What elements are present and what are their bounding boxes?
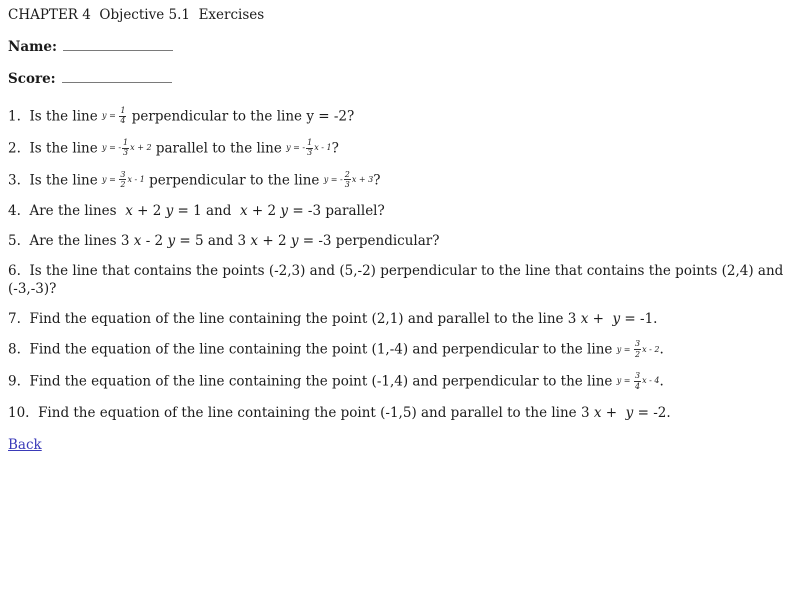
- question-3: [8, 171, 790, 190]
- question-text: +: [601, 404, 626, 421]
- math-formula: [324, 171, 374, 190]
- fraction: [119, 107, 126, 126]
- variable-text: x: [133, 233, 142, 250]
- name-field-row: [8, 38, 790, 54]
- fraction: [122, 139, 129, 158]
- question-text: - 2: [141, 233, 168, 250]
- fraction-numerator: 3: [635, 339, 641, 349]
- fraction-denominator: 3: [307, 148, 313, 158]
- math-lhs: y = -: [286, 142, 306, 152]
- variable-text: y: [165, 203, 174, 220]
- question-text: Is the line that contains the points (-2,3) and (5,-2) perpendicular to the line that contains the points (2,4) and (-3,-3)?: [8, 263, 788, 298]
- variable-text: y: [612, 311, 621, 328]
- math-rhs: x - 1: [127, 174, 145, 184]
- math-lhs: y =: [102, 111, 119, 121]
- question-text: = 5 and 3: [175, 233, 251, 250]
- question-9: [8, 372, 790, 391]
- question-text: Is the line: [29, 172, 103, 189]
- variable-text: y: [167, 233, 176, 250]
- question-text: Are the lines: [29, 203, 126, 220]
- fraction-numerator: 3: [635, 371, 641, 381]
- score-blank-line: [62, 70, 172, 83]
- question-number: 1.: [8, 108, 30, 125]
- question-number: 10.: [8, 404, 39, 421]
- page-title: CHAPTER 4 Objective 5.1 Exercises: [8, 7, 265, 23]
- fraction-denominator: 2: [120, 179, 126, 189]
- math-rhs: x - 2: [642, 344, 660, 354]
- fraction-numerator: 3: [120, 169, 126, 179]
- fraction-denominator: 4: [635, 381, 641, 391]
- fraction-denominator: 2: [635, 349, 641, 359]
- question-text: .: [659, 342, 664, 359]
- math-lhs: y = -: [323, 174, 343, 184]
- question-1: [8, 107, 790, 126]
- question-number: 7.: [8, 311, 30, 328]
- name-blank-line: [63, 38, 173, 51]
- question-number: 6.: [8, 263, 30, 280]
- question-list: [8, 107, 790, 422]
- fraction-numerator: 1: [307, 137, 313, 147]
- fraction: [634, 340, 641, 359]
- question-text: = -3 perpendicular?: [298, 233, 440, 250]
- variable-text: x: [239, 203, 248, 220]
- question-text: + 2: [247, 203, 281, 220]
- back-link[interactable]: Back: [8, 436, 42, 453]
- question-2: [8, 139, 790, 158]
- question-number: 9.: [8, 373, 30, 390]
- name-label: Name:: [8, 39, 57, 55]
- question-10: [8, 404, 790, 422]
- math-rhs: x + 2: [130, 142, 152, 152]
- question-text: .: [659, 373, 664, 390]
- question-5: [8, 232, 790, 250]
- question-number: 3.: [8, 172, 30, 189]
- question-text: Is the line: [29, 140, 103, 157]
- fraction-denominator: 3: [123, 148, 129, 158]
- question-number: 4.: [8, 203, 30, 220]
- variable-text: x: [580, 311, 589, 328]
- variable-text: x: [250, 233, 259, 250]
- math-lhs: y = -: [102, 142, 122, 152]
- question-number: 5.: [8, 233, 30, 250]
- question-text: Find the equation of the line containing the point (-1,4) and perpendicular to the line: [29, 373, 617, 390]
- score-label: Score:: [8, 71, 56, 87]
- math-formula: [102, 171, 145, 190]
- variable-text: y: [625, 404, 634, 421]
- question-text: = -2.: [633, 404, 671, 421]
- math-lhs: y =: [102, 174, 119, 184]
- fraction-numerator: 1: [120, 106, 126, 115]
- question-text: + 2: [258, 233, 291, 250]
- math-formula: [286, 139, 332, 158]
- question-text: Are the lines 3: [29, 233, 134, 250]
- fraction-denominator: 4: [120, 116, 126, 126]
- question-text: perpendicular to the line y = -2?: [127, 108, 355, 125]
- math-rhs: x - 4: [642, 376, 660, 386]
- question-text: ?: [373, 172, 381, 189]
- question-text: parallel to the line: [151, 140, 287, 157]
- question-number: 2.: [8, 140, 30, 157]
- math-rhs: x + 3: [351, 174, 374, 184]
- question-text: = -1.: [620, 311, 658, 328]
- math-formula: [617, 340, 660, 359]
- question-text: + 2: [132, 203, 166, 220]
- question-text: = 1 and: [173, 203, 240, 220]
- math-formula: [617, 372, 660, 391]
- math-formula: [102, 139, 152, 158]
- variable-text: y: [290, 233, 299, 250]
- fraction-denominator: 3: [344, 179, 350, 189]
- fraction-numerator: 2: [344, 169, 350, 179]
- fraction-numerator: 1: [123, 137, 129, 147]
- math-rhs: x - 1: [314, 142, 332, 152]
- question-text: Find the equation of the line containing the point (-1,5) and parallel to the line 3: [38, 404, 594, 421]
- variable-text: y: [280, 203, 289, 220]
- question-text: +: [588, 311, 613, 328]
- fraction: [306, 139, 313, 158]
- question-7: [8, 310, 790, 328]
- math-lhs: y =: [616, 376, 633, 386]
- question-number: 8.: [8, 342, 30, 359]
- question-text: Find the equation of the line containing the point (2,1) and parallel to the line 3: [29, 311, 581, 328]
- question-8: [8, 340, 790, 359]
- fraction: [634, 372, 641, 391]
- question-text: perpendicular to the line: [144, 172, 324, 189]
- math-formula: [102, 107, 127, 126]
- fraction: [344, 171, 351, 190]
- math-lhs: y =: [616, 344, 633, 354]
- question-text: Is the line: [29, 108, 103, 125]
- score-field-row: [8, 70, 790, 86]
- question-6: [8, 262, 790, 298]
- fraction: [119, 171, 126, 190]
- question-text: Find the equation of the line containing the point (1,-4) and perpendicular to the line: [29, 342, 617, 359]
- question-4: [8, 202, 790, 220]
- question-text: ?: [331, 140, 339, 157]
- variable-text: x: [593, 404, 602, 421]
- variable-text: x: [125, 203, 133, 220]
- question-text: = -3 parallel?: [288, 203, 385, 220]
